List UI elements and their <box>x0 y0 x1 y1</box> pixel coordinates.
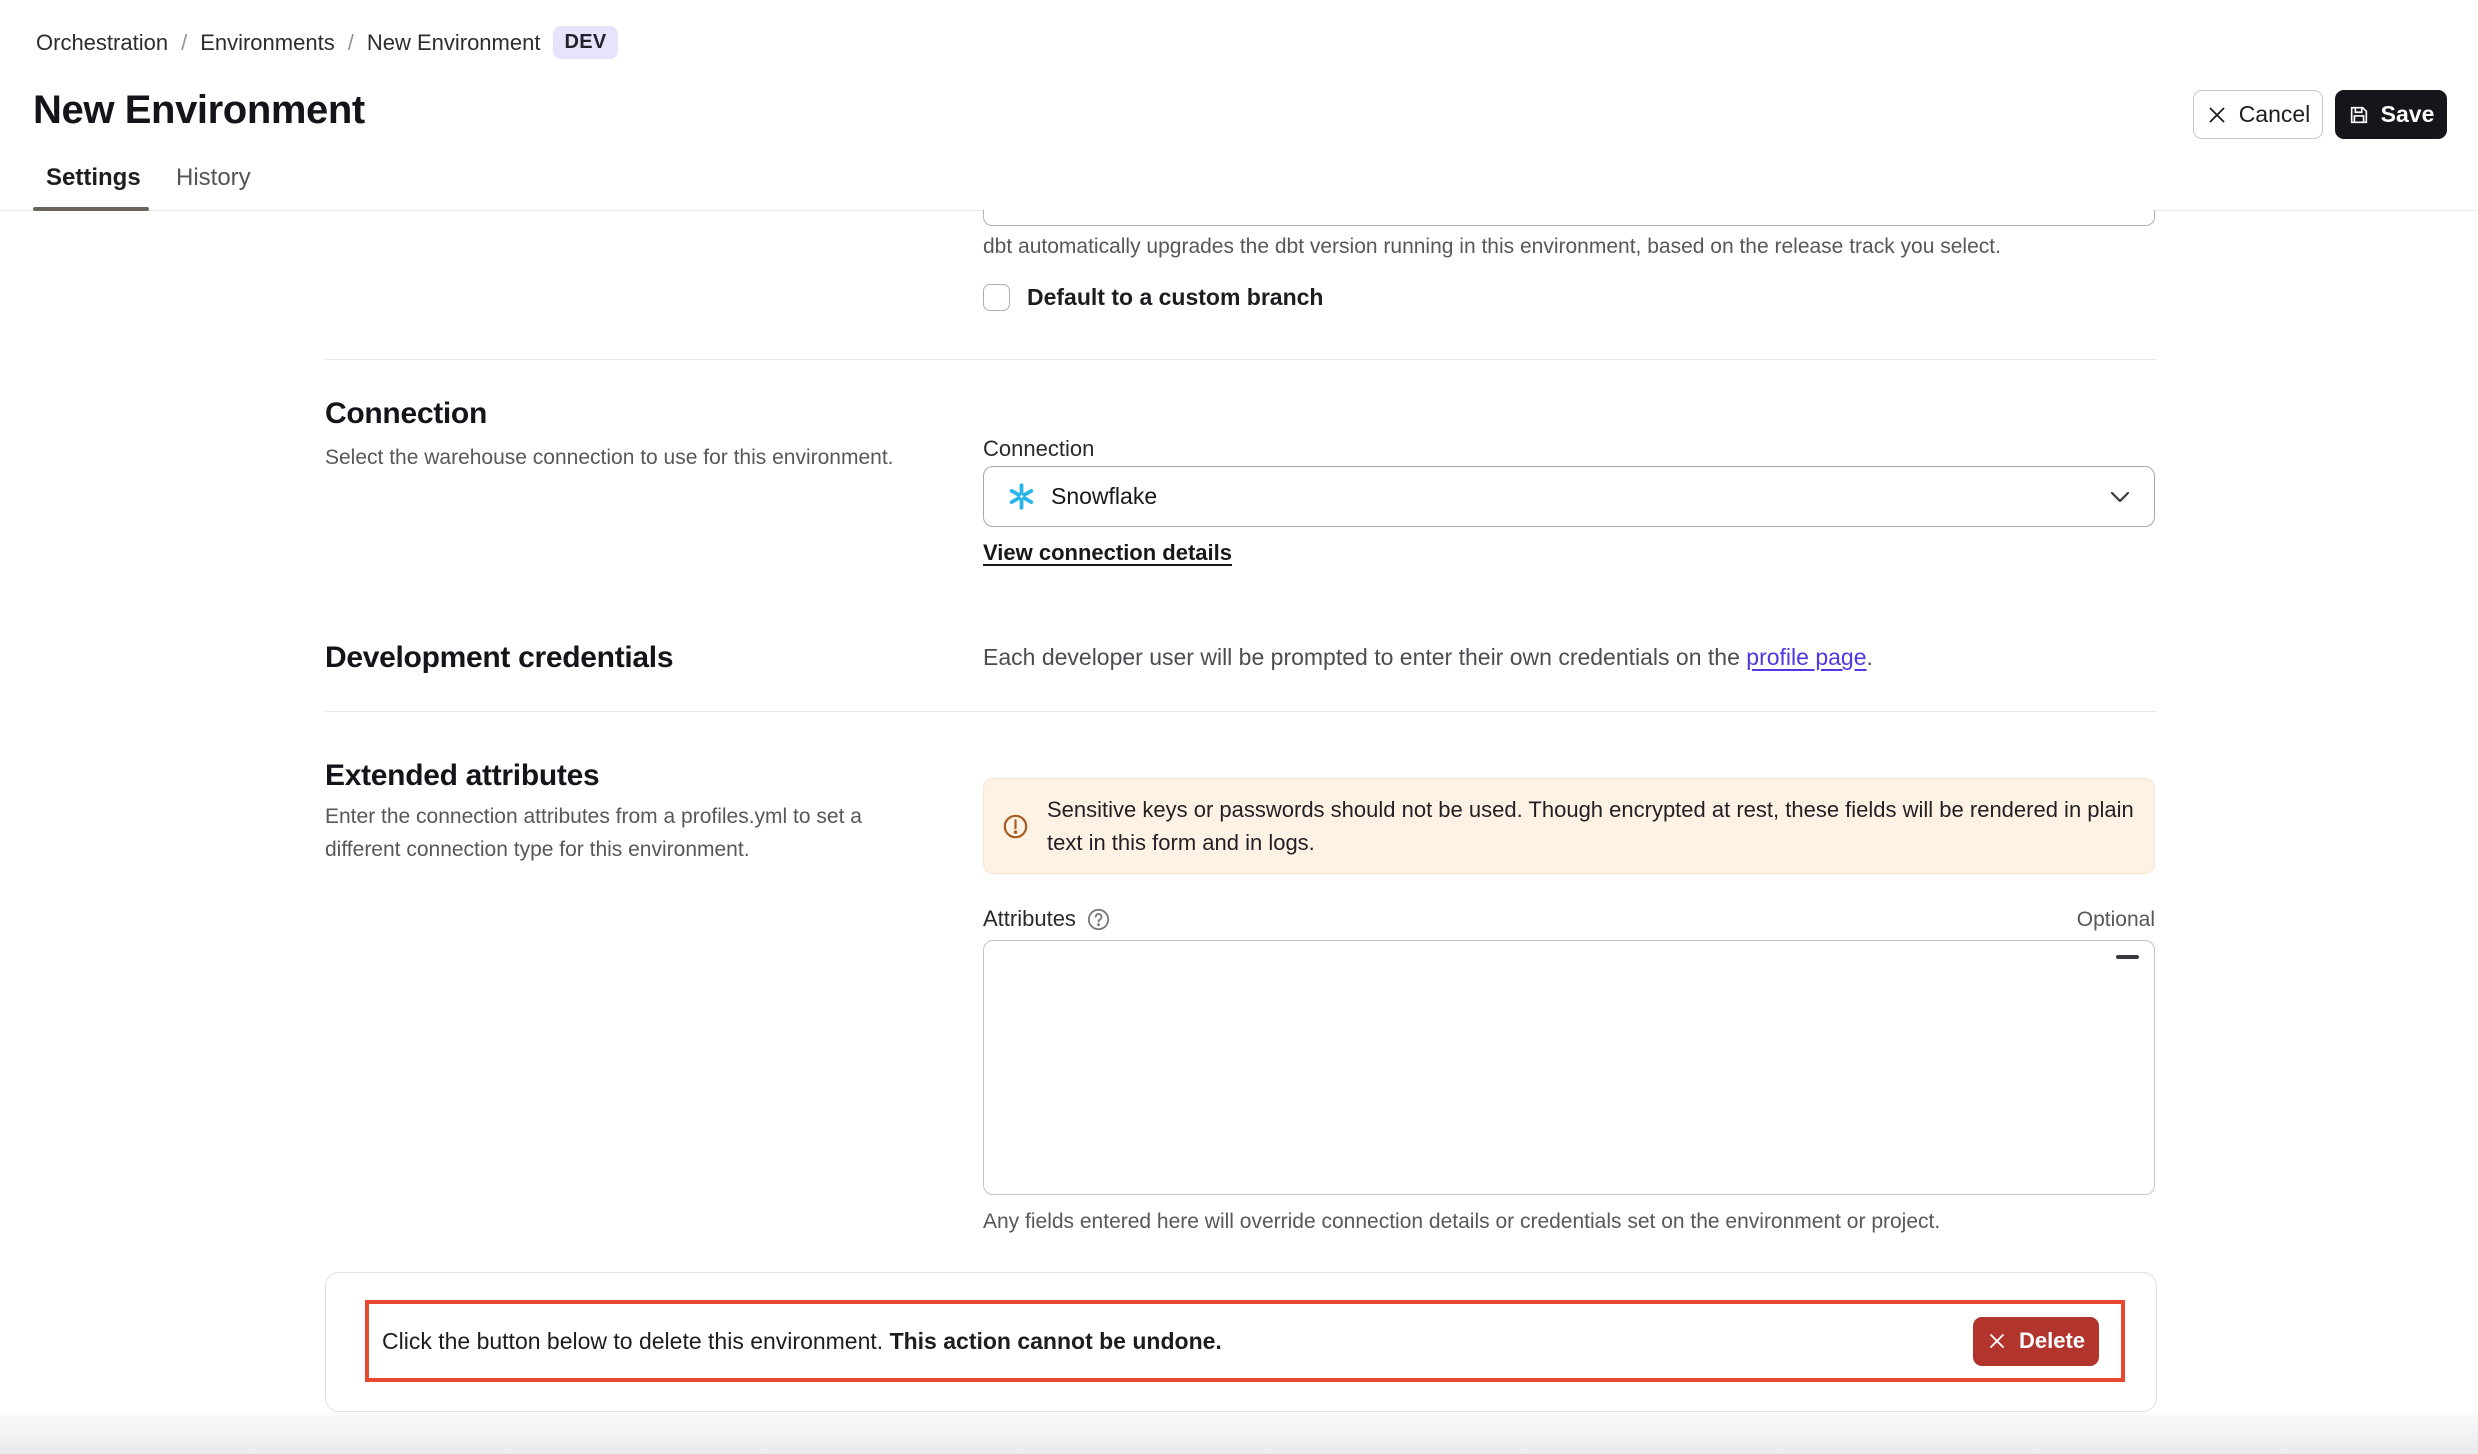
breadcrumb-environments[interactable]: Environments <box>200 29 335 55</box>
x-icon <box>1987 1331 2007 1351</box>
extended-attributes-description: Enter the connection attributes from a profiles.yml to set a different connection type for this environment. <box>325 805 862 861</box>
connection-section-description: Select the warehouse connection to use for this environment. <box>325 446 894 469</box>
cancel-button[interactable] <box>2193 90 2323 139</box>
help-circle-icon[interactable] <box>1086 907 1111 932</box>
delete-message-bold: This action cannot be undone. <box>889 1327 1222 1354</box>
dev-credentials-text-before: Each developer user will be prompted to enter their own credentials on the <box>983 644 1747 670</box>
profile-page-link[interactable]: profile page <box>1746 644 1867 670</box>
section-divider <box>325 711 2157 712</box>
warning-text: Sensitive keys or passwords should not be used. Though encrypted at rest, these fields will be rendered in plain text in this form and in logs. <box>1047 797 2134 855</box>
cancel-button-label: Cancel <box>2238 101 2311 127</box>
tab-history[interactable]: History <box>176 164 251 191</box>
page-title: New Environment <box>33 88 365 132</box>
minus-icon[interactable] <box>2116 955 2139 959</box>
breadcrumb-separator: / <box>347 29 354 55</box>
delete-message <box>382 1328 1222 1355</box>
delete-button[interactable] <box>1973 1317 2099 1366</box>
x-icon <box>2206 104 2228 126</box>
view-connection-details-link[interactable]: View connection details <box>983 540 1232 565</box>
alert-circle-icon <box>1002 813 1029 840</box>
connection-selected-value: Snowflake <box>1051 483 1158 509</box>
breadcrumb-orchestration[interactable]: Orchestration <box>36 29 169 55</box>
release-track-input-partial[interactable] <box>983 210 2155 226</box>
chevron-down-icon <box>2110 491 2130 503</box>
tab-settings[interactable]: Settings <box>46 164 141 191</box>
release-track-helper-text: dbt automatically upgrades the dbt version running in this environment, based on the release track you select. <box>983 235 2001 258</box>
dev-credentials-heading: Development credentials <box>325 641 674 674</box>
connection-field-label: Connection <box>983 436 1095 461</box>
dev-credentials-text <box>983 644 1873 671</box>
sensitive-keys-warning-banner <box>983 778 2155 874</box>
extended-attributes-heading: Extended attributes <box>325 759 600 792</box>
snowflake-icon <box>1008 483 1035 510</box>
env-type-badge: DEV <box>553 26 617 59</box>
save-button[interactable] <box>2335 90 2447 139</box>
breadcrumb <box>36 26 618 59</box>
custom-branch-label: Default to a custom branch <box>1027 284 1324 310</box>
custom-branch-row <box>983 284 1323 311</box>
optional-label: Optional <box>2076 908 2155 931</box>
delete-highlight-annotation <box>365 1300 2125 1382</box>
delete-message-normal: Click the button below to delete this environment. <box>382 1327 890 1354</box>
custom-branch-checkbox[interactable] <box>983 284 1010 311</box>
attributes-textarea[interactable] <box>983 940 2155 1195</box>
breadcrumb-new-environment[interactable]: New Environment <box>366 29 541 55</box>
floppy-disk-icon <box>2348 104 2370 126</box>
delete-button-label: Delete <box>2018 1328 2086 1353</box>
attributes-label-row <box>983 906 1111 932</box>
breadcrumb-separator: / <box>181 29 188 55</box>
dev-credentials-text-after: . <box>1866 644 1873 670</box>
attributes-helper-text: Any fields entered here will override connection details or credentials set on the environment or project. <box>983 1210 1941 1233</box>
bottom-fade <box>0 1413 2478 1454</box>
active-tab-underline <box>33 207 149 211</box>
connection-section-heading: Connection <box>325 397 487 430</box>
save-button-label: Save <box>2380 101 2435 127</box>
connection-select[interactable] <box>983 466 2155 527</box>
section-divider <box>325 359 2157 360</box>
attributes-field-label: Attributes <box>983 906 1076 931</box>
